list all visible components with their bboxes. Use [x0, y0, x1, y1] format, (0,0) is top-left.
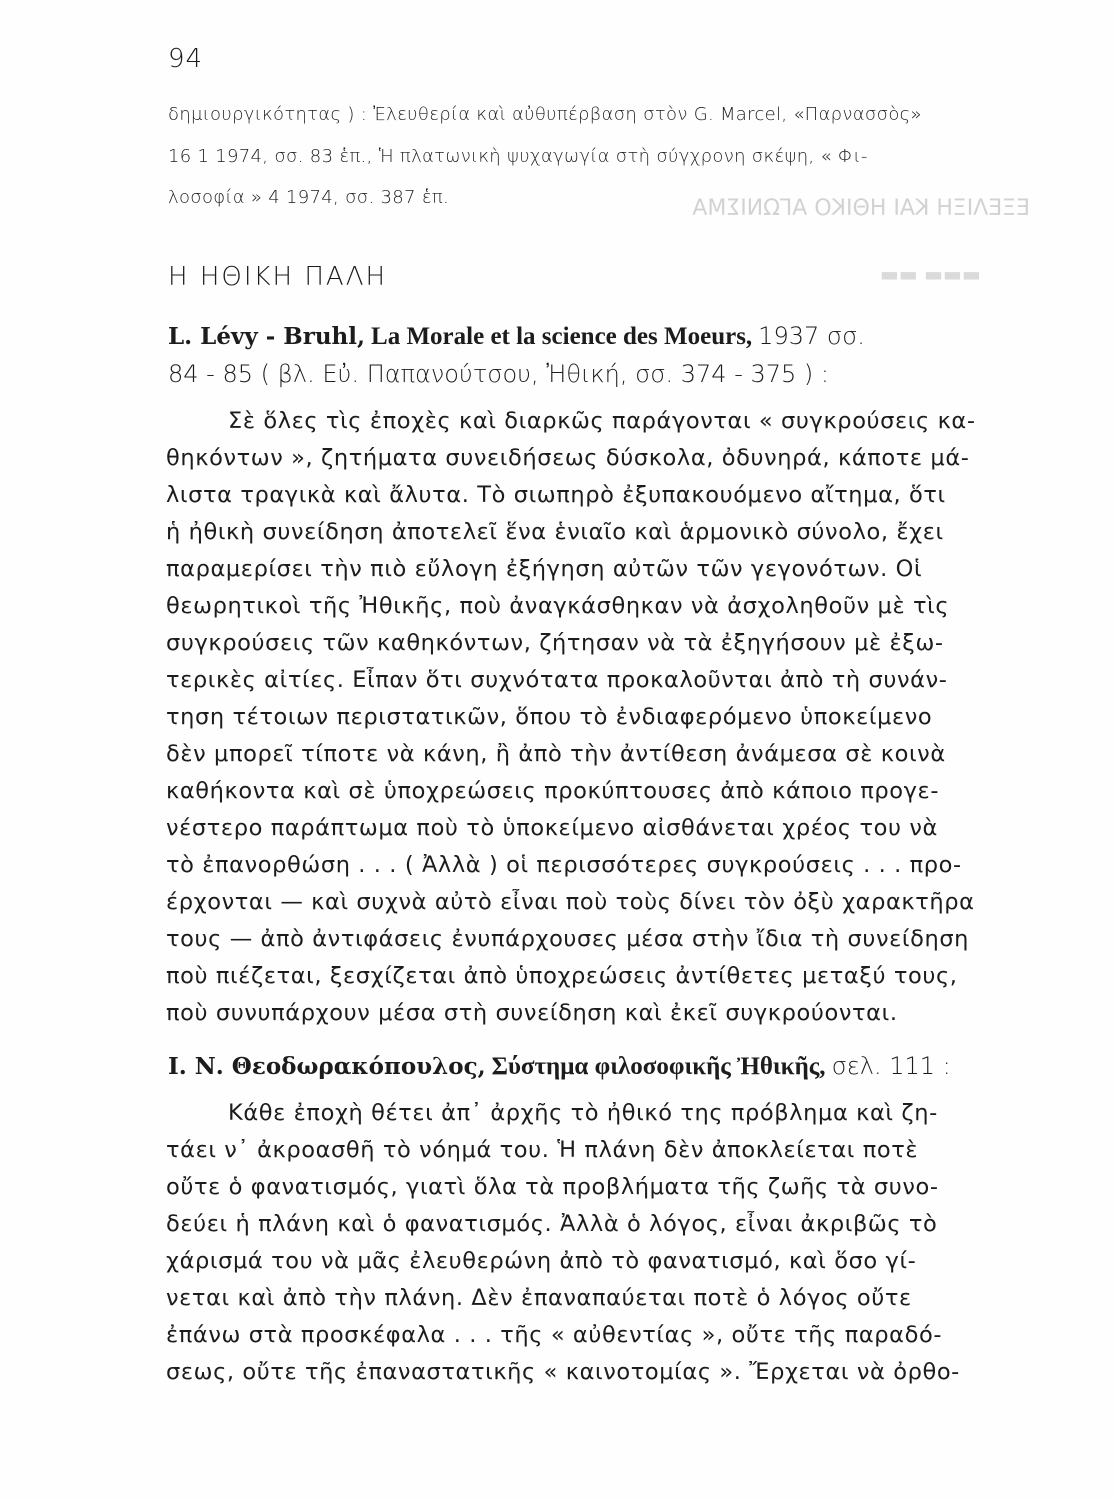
passage-line: οὔτε ὁ φανατισμός, γιατὶ ὅλα τὰ προβλήματα τῆς ζωῆς τὰ συνο-: [166, 1174, 939, 1200]
footnote-line: 16 1 1974, σσ. 83 ἑπ., Ἡ πλατωνικὴ ψυχαγωγία στὴ σύγχρονη σκέψη, « Φι-: [168, 146, 868, 167]
passage-line: Κάθε ἐποχὴ θέτει ἀπ᾽ ἀρχῆς τὸ ἠθικό της πρόβλημα καὶ ζη-: [228, 1100, 938, 1126]
passage-line: θηκόντων », ζητήματα συνειδήσεως δύσκολα, ὀδυνηρά, κάποτε μά-: [166, 445, 970, 471]
passage-line: ποὺ πιέζεται, ξεσχίζεται ἀπὸ ὑποχρεώσεις ἀντίθετες μεταξύ τους,: [166, 963, 958, 989]
passage-line: σεως, οὔτε τῆς ἐπαναστατικῆς « καινοτομίας ». Ἔρχεται νὰ ὀρθο-: [166, 1359, 960, 1385]
passage-line: δεύει ἡ πλάνη καὶ ὁ φανατισμός. Ἀλλὰ ὁ λόγος, εἶναι ἀκριβῶς τὸ: [166, 1211, 938, 1237]
passage-line: χάρισμά του νὰ μᾶς ἐλευθερώνη ἀπὸ τὸ φανατισμό, καὶ ὅσο γί-: [166, 1248, 917, 1274]
passage-line: καθήκοντα καὶ σὲ ὑποχρεώσεις προκύπτουσες ἀπὸ κάποιο προγε-: [166, 778, 940, 804]
citation-levy-bruhl: [168, 322, 1028, 351]
footnote-line: λοσοφία » 4 1974, σσ. 387 ἑπ.: [168, 187, 450, 208]
passage-line: τερικὲς αἰτίες. Εἶπαν ὅτι συχνότατα προκαλοῦνται ἀπὸ τὴ συνάν-: [166, 667, 948, 693]
passage-line: λιστα τραγικὰ καὶ ἄλυτα. Τὸ σιωπηρὸ ἐξυπακουόμενο αἴτημα, ὅτι: [166, 482, 946, 508]
citation-theodorakopoulos: [168, 1052, 1028, 1081]
passage-line: θεωρητικοὶ τῆς Ἠθικῆς, ποὺ ἀναγκάσθηκαν νὰ ἀσχοληθοῦν μὲ τὶς: [166, 593, 950, 619]
passage-line: παραμερίσει τὴν πιὸ εὔλογη ἐξήγηση αὐτῶν τῶν γεγονότων. Οἱ: [166, 556, 923, 582]
passage-line: τὸ ἐπανορθώση . . . ( Ἀλλὰ ) οἱ περισσότερες συγκρούσεις . . . προ-: [166, 852, 962, 878]
passage-line: Σὲ ὅλες τὶς ἐποχὲς καὶ διαρκῶς παράγονται « συγκρούσεις κα-: [228, 408, 976, 434]
page-number: 94: [168, 44, 204, 74]
passage-line: τάει ν᾽ ἀκροασθῆ τὸ νόημά του. Ἡ πλάνη δὲν ἀποκλείεται ποτὲ: [166, 1137, 919, 1163]
section-heading: Η ΗΘΙΚΗ ΠΑΛΗ: [168, 262, 388, 292]
passage-line: ποὺ συνυπάρχουν μέσα στὴ συνείδηση καὶ ἐκεῖ συγκρούονται.: [166, 1000, 898, 1026]
passage-line: νεται καὶ ἀπὸ τὴν πλάνη. Δὲν ἐπαναπαύεται ποτὲ ὁ λόγος οὔτε: [166, 1285, 912, 1311]
citation-levy-bruhl-line2: [168, 360, 1028, 389]
passage-line: ἡ ἠθικὴ συνείδηση ἀποτελεῖ ἕνα ἑνιαῖο καὶ ἁρμονικὸ σύνολο, ἔχει: [166, 519, 944, 545]
passage-line: τους — ἀπὸ ἀντιφάσεις ἐνυπάρχουσες μέσα στὴν ἴδια τὴ συνείδηση: [166, 926, 970, 952]
citation-details: σελ. 111 :: [831, 1052, 951, 1080]
citation-details: 84 - 85 ( βλ. Εὐ. Παπανούτσου, Ἠθική, σσ. 374 - 375 ) :: [168, 360, 830, 388]
passage-line: δὲν μπορεῖ τίποτε νὰ κάνη, ἢ ἀπὸ τὴν ἀντίθεση ἀνάμεσα σὲ κοινὰ: [166, 741, 946, 767]
footnote-line: δημιουργικότητας ) : Ἐλευθερία καὶ αὐθυπέρβαση στὸν G. Marcel, «Παρνασσὸς»: [168, 104, 922, 125]
passage-line: έρχονται — καὶ συχνὰ αὐτὸ εἶναι ποὺ τοὺς δίνει τὸν ὀξὺ χαρακτῆρα: [166, 889, 975, 915]
citation-work-title: Σύστημα φιλοσοφικῆς Ἠθικῆς,: [491, 1053, 826, 1080]
passage-line: τηση τέτοιων περιστατικῶν, ὅπου τὸ ἐνδιαφερόμενο ὑποκείμενο: [166, 704, 933, 730]
passage-line: ἐπάνω στὰ προσκέφαλα . . . τῆς « αὐθεντίας », οὔτε τῆς παραδό-: [166, 1322, 943, 1348]
citation-author: L. Lévy - Bruhl,: [168, 323, 366, 350]
passage-line: συγκρούσεις τῶν καθηκόντων, ζήτησαν νὰ τὰ ἐξηγήσουν μὲ ἐξω-: [166, 630, 944, 656]
citation-work-title: La Morale et la science des Moeurs,: [371, 323, 753, 350]
passage-line: νέστερο παράπτωμα ποὺ τὸ ὑποκείμενο αἰσθάνεται χρέος του νὰ: [166, 815, 938, 841]
bleed-through-text: ΕΞΕΛΙΞΗ ΚΑΙ ΗΘΙΚΟ ΑΓΩΝΙΣΜΑ: [692, 196, 1030, 221]
citation-details: 1937 σσ.: [758, 322, 865, 350]
citation-author: Ι. Ν. Θεοδωρακόπουλος,: [168, 1053, 486, 1080]
bleed-through-text: ▬▬ ▬▬▬: [880, 262, 981, 286]
